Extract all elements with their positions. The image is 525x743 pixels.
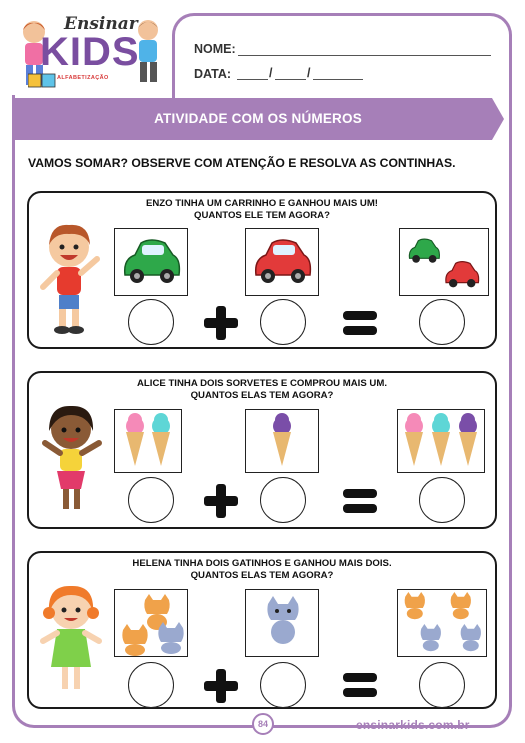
problem-1-line-2: QUANTOS ELE TEM AGORA? — [194, 210, 330, 221]
problem-1-result-box — [399, 228, 489, 296]
problem-card-2 — [27, 371, 497, 529]
name-label: NOME: — [194, 42, 236, 56]
purple-ice-cream-icon — [246, 410, 318, 472]
plus-icon — [204, 484, 238, 518]
problem-3-line-1: HELENA TINHA DOIS GATINHOS E GANHOU MAIS DOIS. — [132, 558, 392, 569]
two-ice-creams-icon — [115, 410, 181, 472]
four-cats-icon — [398, 590, 486, 656]
page-number: 84 — [252, 713, 274, 735]
date-year-field[interactable] — [313, 79, 363, 80]
name-field[interactable] — [238, 55, 491, 56]
girl-character-icon — [37, 403, 105, 521]
problem-3-line-2: QUANTOS ELAS TEM AGORA? — [190, 570, 334, 581]
date-day-field[interactable] — [237, 79, 268, 80]
date-sep-2: / — [307, 66, 311, 80]
problem-1-answer-result[interactable] — [419, 299, 465, 345]
equals-icon — [343, 489, 377, 513]
problem-1-answer-left[interactable] — [128, 299, 174, 345]
date-label: DATA: — [194, 67, 232, 81]
problem-2-right-box — [245, 409, 319, 473]
three-ice-creams-icon — [398, 410, 484, 472]
problem-3-result-box — [397, 589, 487, 657]
problem-1-left-box — [114, 228, 188, 296]
problem-1-right-box — [245, 228, 319, 296]
problem-3-answer-result[interactable] — [419, 662, 465, 708]
problem-3-text — [29, 558, 495, 582]
problem-1-answer-right[interactable] — [260, 299, 306, 345]
problem-2-text — [29, 378, 495, 402]
banner-title: ATIVIDADE COM OS NÚMEROS — [154, 111, 362, 126]
problem-2-answer-right[interactable] — [260, 477, 306, 523]
problem-2-result-box — [397, 409, 485, 473]
problem-2-answer-result[interactable] — [419, 477, 465, 523]
problem-1-line-1: ENZO TINHA UM CARRINHO E GANHOU MAIS UM! — [145, 198, 379, 209]
logo-main-text: KIDS — [40, 30, 140, 74]
problem-2-left-box — [114, 409, 182, 473]
plus-icon — [204, 306, 238, 340]
problem-2-line-1: ALICE TINHA DOIS SORVETES E COMPROU MAIS UM. — [137, 378, 387, 389]
red-car-icon — [246, 229, 318, 295]
green-car-icon — [115, 229, 187, 295]
logo-sub-text: ALFABETIZAÇÃO — [57, 75, 109, 81]
equals-icon — [343, 311, 377, 335]
problem-3-answer-right[interactable] — [260, 662, 306, 708]
boy-character-icon — [35, 221, 103, 339]
problem-3-answer-left[interactable] — [128, 662, 174, 708]
problem-3-left-box — [114, 589, 188, 657]
gray-cat-icon — [246, 590, 318, 656]
two-cats-icon — [115, 590, 187, 656]
date-sep-1: / — [269, 66, 273, 80]
problem-2-answer-left[interactable] — [128, 477, 174, 523]
footer-site-link[interactable]: ensinarkids.com.br — [356, 718, 470, 732]
two-cars-icon — [400, 229, 488, 295]
problem-1-text — [29, 198, 495, 222]
problem-card-1 — [27, 191, 497, 349]
problem-card-3 — [27, 551, 497, 709]
plus-icon — [204, 669, 238, 703]
instruction-text: VAMOS SOMAR? OBSERVE COM ATENÇÃO E RESOLVA AS CONTINHAS. — [28, 156, 456, 170]
problem-2-line-2: QUANTOS ELAS TEM AGORA? — [190, 390, 334, 401]
red-hair-girl-icon — [37, 583, 105, 703]
equals-icon — [343, 673, 377, 697]
date-month-field[interactable] — [275, 79, 306, 80]
logo-top-text: Ensinar — [64, 14, 138, 34]
problem-3-right-box — [245, 589, 319, 657]
